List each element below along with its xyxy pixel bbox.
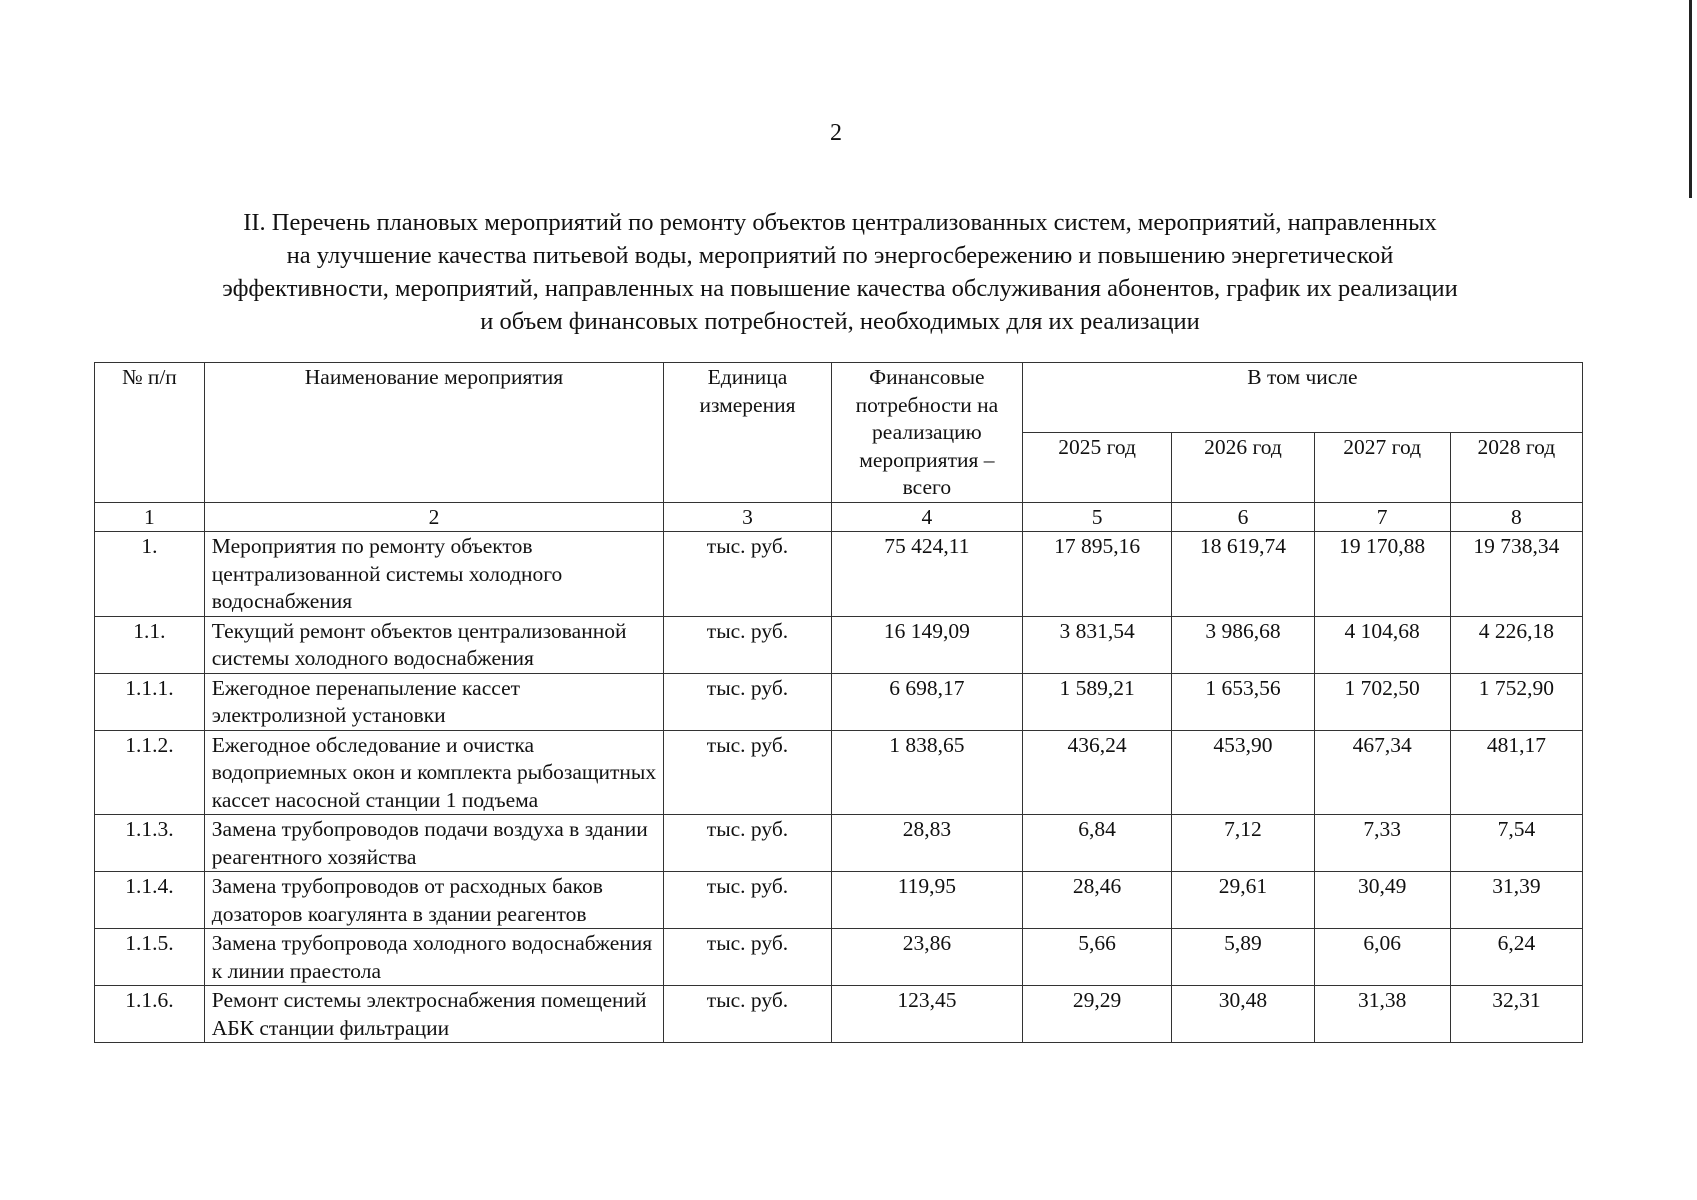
measure-name: Текущий ремонт объектов централизованной системы холодного водоснабжения [204,616,663,673]
year-2027-cell: 4 104,68 [1314,616,1450,673]
column-number: 8 [1450,502,1582,532]
year-2026-cell: 453,90 [1172,730,1314,815]
header-total: Финансовые потребности на реализацию мероприятия – всего [831,363,1022,503]
column-number: 6 [1172,502,1314,532]
row-number: 1. [95,532,205,617]
column-number: 4 [831,502,1022,532]
total-cell: 1 838,65 [831,730,1022,815]
year-2028-cell: 6,24 [1450,929,1582,986]
measure-name: Замена трубопровода холодного водоснабжения к линии праестола [204,929,663,986]
year-2027-cell: 6,06 [1314,929,1450,986]
year-2025-cell: 3 831,54 [1022,616,1171,673]
page-number: 2 [830,120,842,146]
table-row [95,532,1583,617]
year-2027-cell: 467,34 [1314,730,1450,815]
unit-cell: тыс. руб. [664,616,832,673]
year-2025-cell: 5,66 [1022,929,1171,986]
year-2028-cell: 7,54 [1450,815,1582,872]
year-2026-cell: 18 619,74 [1172,532,1314,617]
measure-name: Замена трубопроводов от расходных баков дозаторов коагулянта в здании реагентов [204,872,663,929]
total-cell: 16 149,09 [831,616,1022,673]
table-row [95,872,1583,929]
year-2026-cell: 30,48 [1172,986,1314,1043]
column-number: 5 [1022,502,1171,532]
year-2028-cell: 4 226,18 [1450,616,1582,673]
year-2026-cell: 1 653,56 [1172,673,1314,730]
total-cell: 123,45 [831,986,1022,1043]
year-2025-cell: 29,29 [1022,986,1171,1043]
row-number: 1.1. [95,616,205,673]
title-line: и объем финансовых потребностей, необходимых для их реализации [480,308,1200,335]
unit-cell: тыс. руб. [664,730,832,815]
row-number: 1.1.6. [95,986,205,1043]
measure-name: Мероприятия по ремонту объектов централизованной системы холодного водоснабжения [204,532,663,617]
year-2026-cell: 7,12 [1172,815,1314,872]
year-2025-cell: 436,24 [1022,730,1171,815]
total-cell: 75 424,11 [831,532,1022,617]
title-line: эффективности, мероприятий, направленных на повышение качества обслуживания абонентов, график их реализации [222,275,1458,302]
unit-cell: тыс. руб. [664,986,832,1043]
header-year-2026: 2026 год [1172,432,1314,502]
measure-name: Ежегодное обследование и очистка водоприемных окон и комплекта рыбозащитных кассет насосной станции 1 подъема [204,730,663,815]
table-row [95,673,1583,730]
header-unit: Единица измерения [664,363,832,503]
table-row [95,730,1583,815]
table-row [95,616,1583,673]
unit-cell: тыс. руб. [664,532,832,617]
row-number: 1.1.3. [95,815,205,872]
table-row [95,929,1583,986]
row-number: 1.1.1. [95,673,205,730]
unit-cell: тыс. руб. [664,815,832,872]
year-2026-cell: 3 986,68 [1172,616,1314,673]
year-2026-cell: 29,61 [1172,872,1314,929]
measure-name: Замена трубопроводов подачи воздуха в здании реагентного хозяйства [204,815,663,872]
year-2028-cell: 31,39 [1450,872,1582,929]
column-number: 3 [664,502,832,532]
year-2027-cell: 31,38 [1314,986,1450,1043]
measures-table [94,362,1583,1043]
year-2028-cell: 1 752,90 [1450,673,1582,730]
year-2027-cell: 1 702,50 [1314,673,1450,730]
document-title [110,206,1570,338]
year-2025-cell: 1 589,21 [1022,673,1171,730]
total-cell: 23,86 [831,929,1022,986]
title-line: на улучшение качества питьевой воды, мероприятий по энергосбережению и повышению энергетической [286,242,1394,269]
measure-name: Ремонт системы электроснабжения помещений АБК станции фильтрации [204,986,663,1043]
column-number: 2 [204,502,663,532]
header-year-2027: 2027 год [1314,432,1450,502]
year-2027-cell: 19 170,88 [1314,532,1450,617]
year-2025-cell: 17 895,16 [1022,532,1171,617]
year-2025-cell: 6,84 [1022,815,1171,872]
header-name: Наименование мероприятия [204,363,663,503]
title-line: II. Перечень плановых мероприятий по ремонту объектов централизованных систем, мероприятий, направленных [243,209,1437,236]
table-row [95,986,1583,1043]
total-cell: 6 698,17 [831,673,1022,730]
column-number: 1 [95,502,205,532]
row-number: 1.1.5. [95,929,205,986]
year-2028-cell: 19 738,34 [1450,532,1582,617]
unit-cell: тыс. руб. [664,872,832,929]
year-2026-cell: 5,89 [1172,929,1314,986]
year-2028-cell: 481,17 [1450,730,1582,815]
year-2028-cell: 32,31 [1450,986,1582,1043]
row-number: 1.1.4. [95,872,205,929]
total-cell: 28,83 [831,815,1022,872]
header-year-2025: 2025 год [1022,432,1171,502]
year-2027-cell: 30,49 [1314,872,1450,929]
header-row [95,363,1583,433]
header-year-2028: 2028 год [1450,432,1582,502]
unit-cell: тыс. руб. [664,929,832,986]
header-no: № п/п [95,363,205,503]
column-number: 7 [1314,502,1450,532]
margin-rule [1689,0,1692,198]
measure-name: Ежегодное перенапыление кассет электролизной установки [204,673,663,730]
unit-cell: тыс. руб. [664,673,832,730]
row-number: 1.1.2. [95,730,205,815]
year-2027-cell: 7,33 [1314,815,1450,872]
header-including: В том числе [1022,363,1582,433]
column-number-row [95,502,1583,532]
year-2025-cell: 28,46 [1022,872,1171,929]
table-row [95,815,1583,872]
total-cell: 119,95 [831,872,1022,929]
